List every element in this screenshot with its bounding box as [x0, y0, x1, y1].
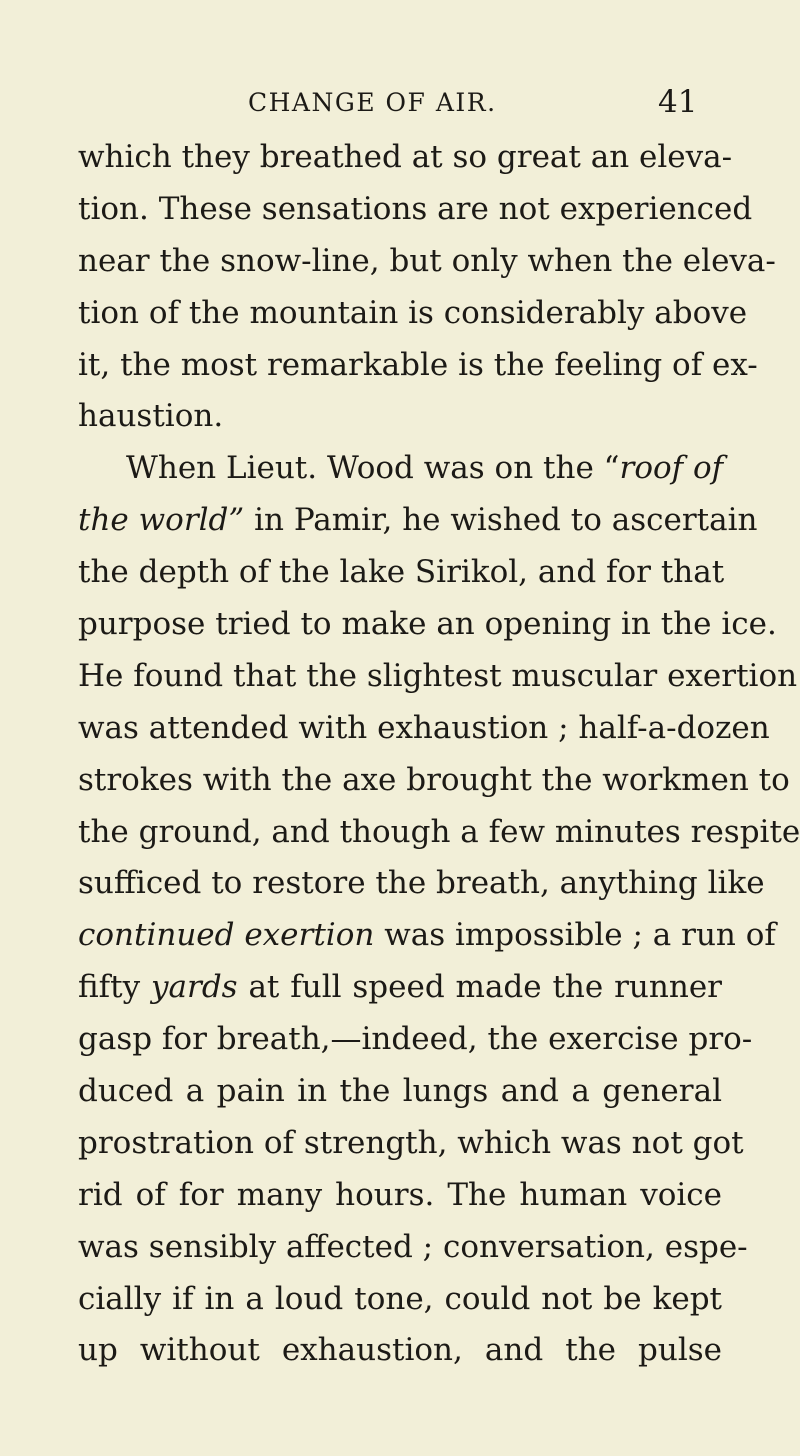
italic-segment: the world”: [78, 502, 245, 539]
text-line: [78, 495, 758, 547]
text-segment: in Pamir, he wished to ascertain: [244, 502, 758, 539]
text-segment: When Lieut. Wood was on the “: [126, 450, 620, 487]
italic-segment: yards: [151, 969, 238, 1006]
text-line: gasp for breath,—indeed, the exercise pro-: [78, 1021, 753, 1058]
text-line: the depth of the lake Sirikol, and for that: [78, 554, 725, 591]
text-line: the ground, and though a few minutes respite: [78, 813, 800, 850]
italic-segment: roof of: [619, 450, 724, 487]
text-line: prostration of strength, which was not got: [78, 1124, 744, 1161]
text-line: was sensibly affected ; conversation, espe-: [78, 1228, 748, 1265]
text-line: rid of for many hours. The human voice: [78, 1176, 722, 1213]
italic-segment: continued exertion: [78, 917, 375, 954]
text-segment: at full speed made the runner: [237, 969, 722, 1006]
running-title: CHANGE OF AIR.: [248, 88, 497, 117]
text-line: near the snow-line, but only when the eleva-: [78, 242, 776, 279]
text-line: [78, 962, 722, 1014]
text-line: duced a pain in the lungs and a general: [78, 1073, 722, 1110]
text-line: strokes with the axe brought the workmen to: [78, 761, 790, 798]
text-line: tion. These sensations are not experienced: [78, 190, 753, 227]
text-line: up without exhaustion, and the pulse: [78, 1332, 722, 1369]
text-line: tion of the mountain is considerably above: [78, 294, 748, 331]
page-number: 41: [658, 84, 698, 120]
text-line: [78, 910, 776, 962]
running-head: [0, 84, 800, 128]
text-segment: fifty: [78, 969, 151, 1006]
text-line: haustion.: [78, 398, 224, 435]
text-line: purpose tried to make an opening in the ice.: [78, 606, 777, 643]
text-line: cially if in a loud tone, could not be kept: [78, 1280, 722, 1317]
text-line: it, the most remarkable is the feeling of ex-: [78, 346, 758, 383]
text-line: which they breathed at so great an eleva-: [78, 139, 733, 175]
text-line-paragraph-start: [78, 443, 722, 495]
text-line: was attended with exhaustion ; half-a-dozen: [78, 709, 770, 746]
text-line: He found that the slightest muscular exertion: [78, 657, 798, 694]
text-line: sufficed to restore the breath, anything like: [78, 865, 765, 902]
text-segment: was impossible ; a run of: [374, 917, 776, 954]
body-text: [78, 132, 800, 1377]
